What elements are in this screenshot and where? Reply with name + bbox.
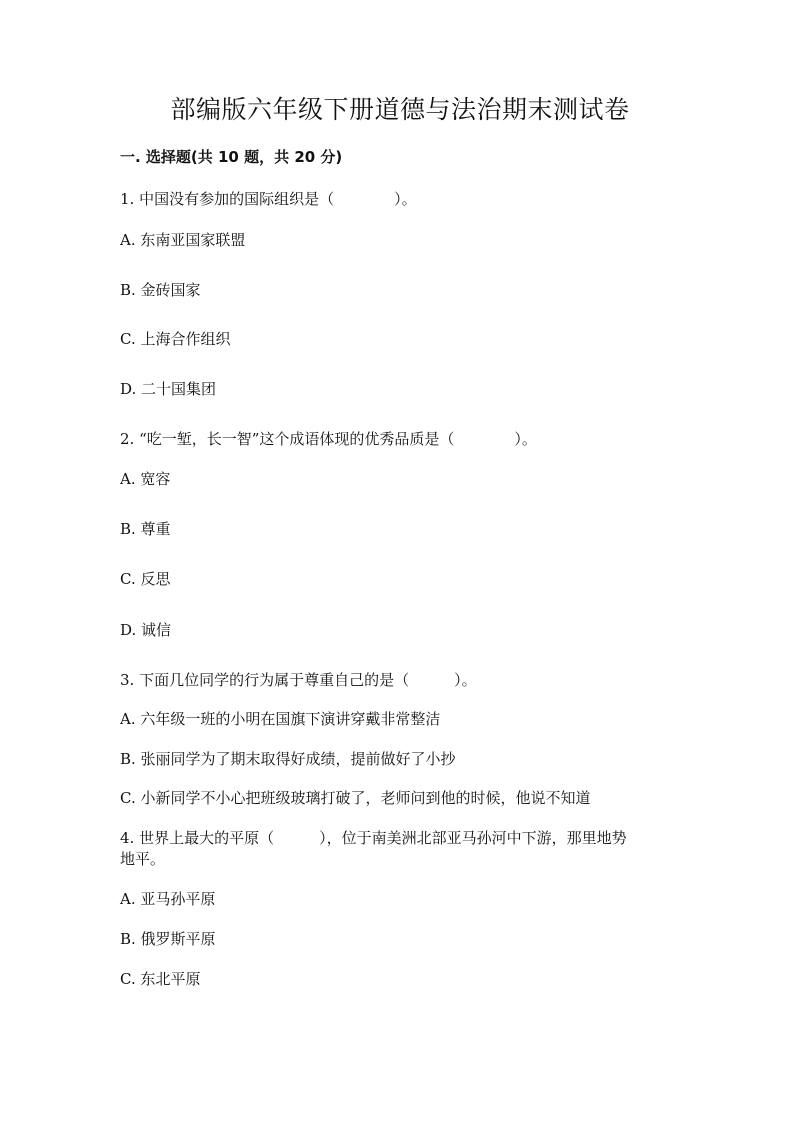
question-2-option-d: D. 诚信	[120, 621, 172, 639]
question-4-option-b: B. 俄罗斯平原	[120, 930, 216, 948]
question-2-option-b: B. 尊重	[120, 520, 171, 538]
question-1-stem: 1. 中国没有参加的国际组织是（ ）。	[120, 190, 417, 208]
page-title: 部编版六年级下册道德与法治期末测试卷	[170, 95, 630, 124]
question-1-option-d: D. 二十国集团	[120, 380, 217, 398]
question-1-option-a: A. 东南亚国家联盟	[120, 231, 246, 249]
question-3-option-c: C. 小新同学不小心把班级玻璃打破了，老师问到他的时候，他说不知道	[120, 789, 591, 807]
section-heading: 一. 选择题(共 10 题，共 20 分)	[120, 148, 343, 166]
question-4-option-a: A. 亚马孙平原	[120, 890, 216, 908]
question-4-stem-line-2: 地平。	[120, 850, 166, 868]
question-4-option-c: C. 东北平原	[120, 970, 201, 988]
question-2-stem: 2. “吃一堑，长一智”这个成语体现的优秀品质是（ ）。	[120, 430, 537, 448]
question-3-stem: 3. 下面几位同学的行为属于尊重自己的是（ ）。	[120, 671, 477, 689]
question-4-stem-line-1: 4. 世界上最大的平原（ ），位于南美洲北部亚马孙河中下游，那里地势	[120, 829, 627, 847]
question-3-option-a: A. 六年级一班的小明在国旗下演讲穿戴非常整洁	[120, 710, 441, 728]
question-3-option-b: B. 张丽同学为了期末取得好成绩，提前做好了小抄	[120, 750, 456, 768]
question-2-option-c: C. 反思	[120, 570, 171, 588]
question-1-option-c: C. 上海合作组织	[120, 330, 231, 348]
question-2-option-a: A. 宽容	[120, 470, 171, 488]
question-1-option-b: B. 金砖国家	[120, 281, 201, 299]
